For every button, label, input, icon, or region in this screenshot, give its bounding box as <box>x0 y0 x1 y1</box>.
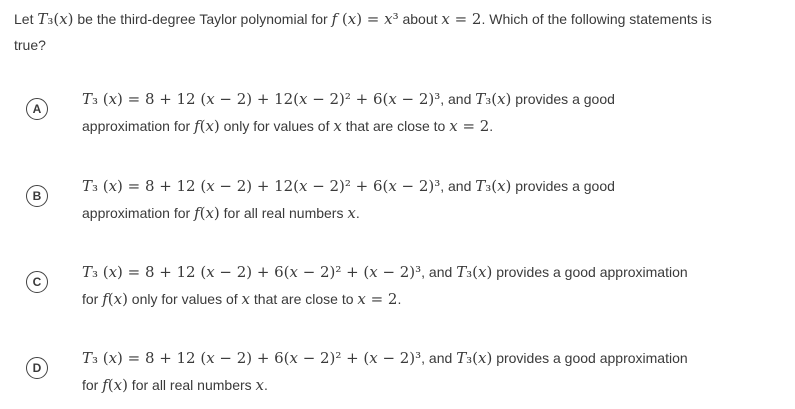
option-d[interactable] <box>0 345 795 409</box>
text-segment: . <box>355 205 360 221</box>
text-line <box>14 32 712 58</box>
text-segment: . Which of the following statements is <box>481 11 712 27</box>
text-segment: . <box>489 118 494 134</box>
text-segment: provides a good <box>511 91 615 107</box>
option-c-bubble[interactable] <box>26 271 48 293</box>
option-d-text <box>82 345 688 399</box>
text-segment: for <box>82 291 103 307</box>
text-line <box>82 86 615 113</box>
text-segment: provides a good <box>511 178 615 194</box>
option-c-letter: C <box>32 275 42 289</box>
text-line <box>82 286 688 313</box>
math-segment: T₃(x) <box>475 90 512 108</box>
text-segment: only for values of <box>219 118 334 134</box>
math-segment: T₃ (x) = 8 + 12 (x − 2) + 12(x − 2)² + 6(x − 2)³ <box>82 177 441 195</box>
text-segment: Let <box>14 11 38 27</box>
text-line <box>82 113 615 140</box>
text-segment: true? <box>14 37 46 53</box>
text-segment: . <box>397 291 402 307</box>
math-segment: x = 2 <box>441 10 482 28</box>
math-segment: x = 2 <box>357 290 398 308</box>
text-line <box>82 345 688 372</box>
text-line <box>82 372 688 399</box>
text-segment: that are close to <box>341 118 450 134</box>
math-segment: x <box>241 290 250 308</box>
text-line <box>82 200 615 227</box>
math-segment: T₃(x) <box>456 263 493 281</box>
option-b[interactable] <box>0 173 795 237</box>
math-segment: f(x) <box>102 376 128 394</box>
math-segment: f(x) <box>194 117 220 135</box>
text-segment: , and <box>421 264 457 280</box>
math-segment: f(x) <box>194 204 220 222</box>
text-segment: approximation for <box>82 205 195 221</box>
option-d-bubble[interactable] <box>26 357 48 379</box>
math-segment: f (x) = x³ <box>331 10 399 28</box>
math-segment: T₃(x) <box>37 10 74 28</box>
question-text <box>14 6 712 58</box>
text-segment: be the third-degree Taylor polynomial for <box>73 11 332 27</box>
math-segment: T₃ (x) = 8 + 12 (x − 2) + 6(x − 2)² + (x − 2)³ <box>82 263 422 281</box>
option-a[interactable] <box>0 86 795 150</box>
math-segment: x = 2 <box>449 117 490 135</box>
math-segment: T₃ (x) = 8 + 12 (x − 2) + 12(x − 2)² + 6(x − 2)³ <box>82 90 441 108</box>
option-b-bubble[interactable] <box>26 185 48 207</box>
text-segment: for all real numbers <box>127 377 256 393</box>
math-segment: x <box>255 376 264 394</box>
math-segment: T₃(x) <box>456 349 493 367</box>
text-segment: for all real numbers <box>219 205 348 221</box>
option-d-letter: D <box>32 361 42 375</box>
option-b-letter: B <box>32 189 42 203</box>
math-segment: x <box>333 117 342 135</box>
text-segment: provides a good approximation <box>492 350 688 366</box>
text-segment: , and <box>440 91 476 107</box>
option-a-bubble[interactable] <box>26 98 48 120</box>
option-a-text <box>82 86 615 140</box>
text-segment: for <box>82 377 103 393</box>
text-segment: approximation for <box>82 118 195 134</box>
text-segment: that are close to <box>250 291 358 307</box>
text-line <box>82 173 615 200</box>
math-segment: x <box>347 204 356 222</box>
text-segment: , and <box>440 178 476 194</box>
text-line <box>14 6 712 32</box>
text-line <box>82 259 688 286</box>
text-segment: only for values of <box>127 291 242 307</box>
text-segment: provides a good approximation <box>492 264 688 280</box>
math-segment: T₃(x) <box>475 177 512 195</box>
math-segment: f(x) <box>102 290 128 308</box>
text-segment: , and <box>421 350 457 366</box>
text-segment: about <box>398 11 442 27</box>
math-segment: T₃ (x) = 8 + 12 (x − 2) + 6(x − 2)² + (x − 2)³ <box>82 349 422 367</box>
option-c-text <box>82 259 688 313</box>
option-c[interactable] <box>0 259 795 323</box>
option-a-letter: A <box>32 102 42 116</box>
option-b-text <box>82 173 615 227</box>
text-segment: . <box>263 377 268 393</box>
